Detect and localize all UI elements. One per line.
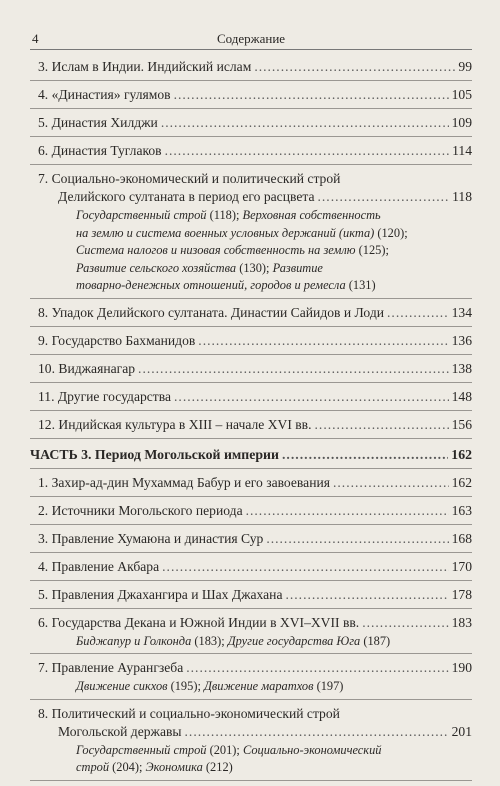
toc-subentries	[30, 633, 472, 650]
dot-leader	[254, 58, 455, 76]
subentry-title: строй	[76, 760, 110, 774]
toc-entry	[30, 142, 472, 165]
toc-page-number: 105	[451, 87, 472, 102]
toc-entry	[30, 705, 472, 781]
toc-entry-title: 11. Другие государства	[38, 388, 172, 404]
toc-page-number: 109	[451, 115, 472, 130]
toc-page-number: 134	[451, 304, 472, 320]
toc-entry-title: Могольской державы	[58, 723, 182, 739]
toc-page-number: 118	[452, 189, 472, 204]
toc-entry	[30, 614, 472, 655]
subentry-page: (183);	[191, 633, 228, 648]
dot-leader	[387, 304, 449, 322]
dot-leader	[198, 332, 448, 350]
toc-subentries	[30, 742, 472, 759]
subentry-page: (118);	[206, 208, 243, 222]
subentry-page: (204);	[109, 760, 146, 774]
subentry-title: Верховная собственность	[242, 208, 381, 222]
toc-entry	[30, 502, 472, 525]
dot-leader	[174, 86, 449, 104]
toc-page-number: 190	[451, 660, 472, 675]
toc-entry-title: 5. Династия Хилджи	[38, 115, 158, 130]
dot-leader	[318, 188, 450, 206]
subentry-title: Государственный строй	[76, 742, 207, 757]
toc-entry	[30, 586, 472, 609]
toc-page-number: 162	[451, 446, 472, 462]
toc-page-number: 168	[451, 530, 472, 546]
dot-leader	[362, 614, 448, 632]
dot-leader	[174, 388, 449, 406]
subentry-title: Социально-экономический	[242, 742, 382, 757]
dot-leader	[246, 502, 449, 520]
toc-entry-title: 6. Государства Декана и Южной Индии в XVI–XVII вв.	[38, 614, 360, 630]
table-of-contents	[30, 58, 472, 781]
subentry-page: (187)	[360, 633, 391, 648]
toc-entry	[30, 304, 472, 327]
dot-leader	[315, 416, 449, 434]
toc-entry	[30, 360, 472, 383]
toc-entry-title: 8. Политический и социально-экономический строй	[38, 705, 340, 721]
toc-entry-title: 10. Виджаянагар	[38, 360, 136, 376]
subentry-page: (195);	[167, 679, 204, 693]
running-header	[30, 31, 472, 50]
toc-entry-title: 7. Социально-экономический и политический строй	[38, 171, 341, 186]
subentry-page: (125);	[355, 243, 389, 257]
header-title: Содержание	[216, 31, 286, 46]
toc-entry-title: 4. «Династия» гулямов	[38, 87, 171, 102]
subentry-title: Система налогов и низовая собственность на землю	[76, 243, 356, 257]
toc-page-number: 163	[451, 502, 472, 518]
toc-entry-title: 3. Правление Хумаюна и династия Сур	[38, 530, 264, 546]
toc-page-number: 99	[458, 59, 472, 74]
dot-leader	[282, 446, 448, 464]
toc-entry-title: 1. Захир-ад-дин Мухаммад Бабур и его завоевания	[38, 474, 330, 490]
toc-subentries	[30, 277, 472, 294]
subentry-title: товарно-денежных отношений, городов и ремесла	[76, 278, 346, 292]
subentry-title: Развитие сельского хозяйства	[76, 260, 237, 275]
dot-leader	[285, 586, 448, 604]
toc-page-number: 156	[451, 416, 472, 432]
toc-entry-title: 12. Индийская культура в XIII – начале XVI вв.	[38, 416, 312, 432]
subentry-title: на землю и система военных условных держаний (икта)	[76, 225, 375, 240]
toc-entry-title: 2. Источники Могольского периода	[38, 502, 243, 518]
dot-leader	[138, 360, 449, 378]
toc-page-number: 136	[451, 332, 472, 348]
subentry-title: Движение сикхов	[76, 679, 168, 693]
toc-entry-title: Делийского султаната в период его расцвета	[58, 189, 315, 204]
subentry-page: (130);	[236, 260, 273, 275]
toc-entry	[30, 558, 472, 581]
subentry-title: Развитие	[272, 260, 323, 275]
toc-entry	[30, 530, 472, 553]
toc-page-number: 170	[451, 558, 472, 574]
toc-entry	[30, 474, 472, 497]
toc-entry-title: 9. Государство Бахманидов	[38, 332, 196, 348]
toc-entry	[30, 659, 472, 700]
toc-page-number: 114	[452, 143, 472, 158]
toc-subentries	[30, 678, 472, 695]
dot-leader	[185, 723, 449, 741]
subentry-page: (201);	[206, 742, 243, 757]
toc-subentries	[30, 260, 472, 277]
dot-leader	[161, 114, 449, 132]
subentry-title: Биджапур и Голконда	[76, 633, 192, 648]
toc-entry	[30, 416, 472, 439]
toc-entry	[30, 86, 472, 109]
toc-subentries	[30, 242, 472, 259]
toc-entry-title: 6. Династия Туглаков	[38, 143, 162, 158]
toc-part-heading	[30, 446, 472, 469]
toc-entry	[30, 58, 472, 81]
subentry-page: (120);	[374, 225, 408, 240]
toc-subentries	[30, 225, 472, 242]
toc-page-number: 148	[451, 388, 472, 404]
subentry-title: Государственный строй	[76, 208, 207, 222]
toc-entry-title: 5. Правления Джахангира и Шах Джахана	[38, 586, 283, 602]
subentry-page: (197)	[313, 679, 344, 693]
subentry-title: Движение маратхов	[204, 679, 314, 693]
subentry-title: Экономика	[145, 760, 203, 774]
subentry-title: Другие государства Юга	[227, 633, 361, 648]
toc-entry-title: 8. Упадок Делийского султаната. Династии Сайидов и Лоди	[38, 304, 385, 320]
toc-page-number: 162	[451, 474, 472, 490]
toc-page-number: 183	[451, 614, 472, 630]
dot-leader	[162, 558, 448, 576]
toc-subentries	[30, 207, 472, 224]
toc-entry-title: 3. Ислам в Индии. Индийский ислам	[38, 59, 252, 74]
toc-entry-title: ЧАСТЬ 3. Период Могольской империи	[30, 446, 279, 462]
subentry-page: (212)	[202, 760, 233, 774]
dot-leader	[165, 142, 450, 160]
toc-entry	[30, 114, 472, 137]
toc-subentries	[30, 759, 472, 776]
dot-leader	[186, 659, 448, 677]
page-number: 4	[32, 31, 39, 46]
toc-page-number: 138	[451, 360, 472, 376]
toc-entry-title: 7. Правление Аурангзеба	[38, 660, 184, 675]
subentry-page: (131)	[345, 278, 376, 292]
toc-entry	[30, 170, 472, 299]
toc-entry	[30, 332, 472, 355]
toc-entry-title: 4. Правление Акбара	[38, 558, 160, 574]
dot-leader	[333, 474, 449, 492]
dot-leader	[266, 530, 448, 548]
toc-page-number: 178	[451, 586, 472, 602]
toc-page-number: 201	[451, 723, 472, 739]
toc-entry	[30, 388, 472, 411]
